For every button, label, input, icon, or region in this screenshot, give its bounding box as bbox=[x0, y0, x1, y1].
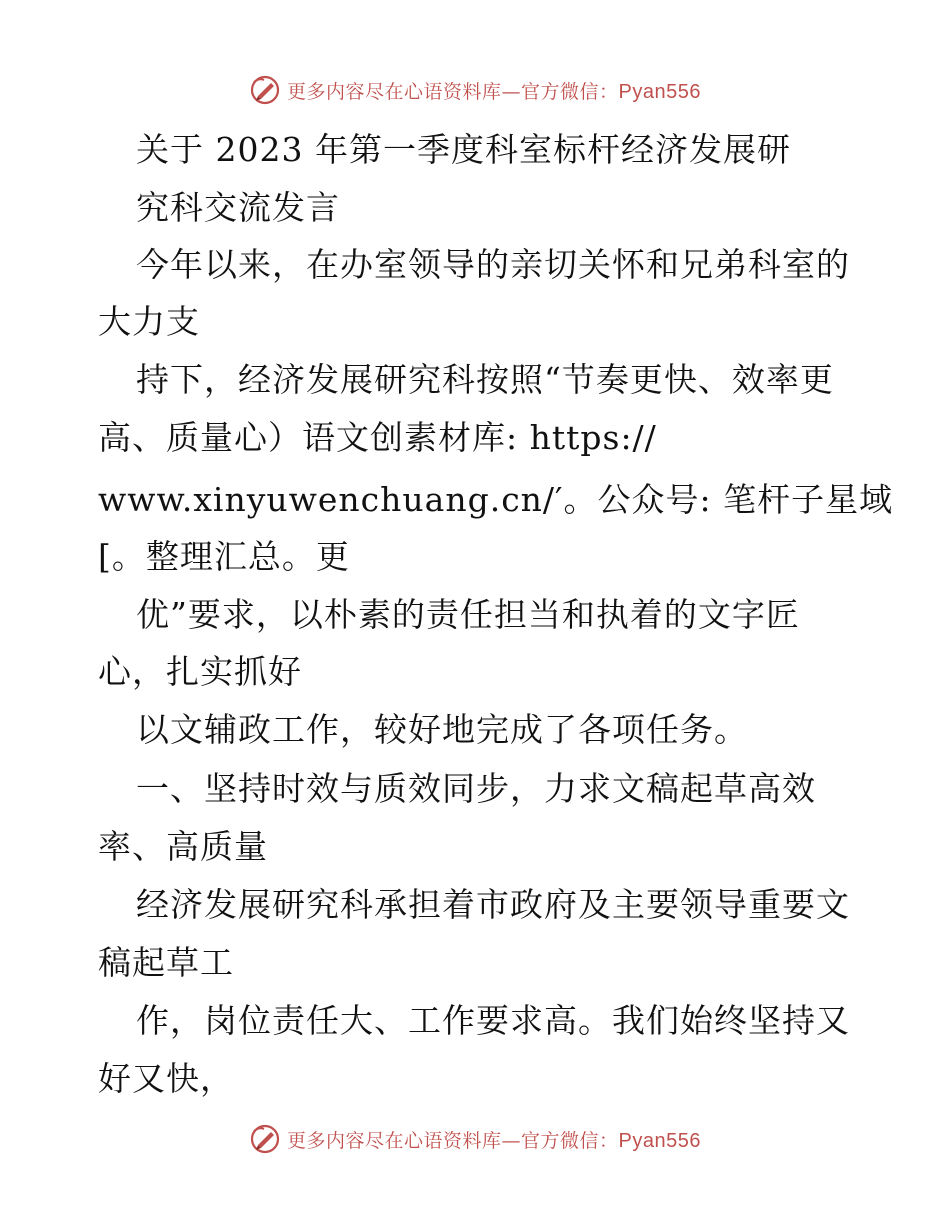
logo-icon bbox=[249, 1123, 281, 1155]
paragraph-line: 持下，经济发展研究科按照“节奏更快、效率更 bbox=[136, 360, 834, 399]
banner-text bbox=[287, 1126, 701, 1153]
paragraph-line: 今年以来，在办室领导的亲切关怀和兄弟科室的 bbox=[136, 245, 850, 284]
section-heading-line: 率、高质量 bbox=[98, 827, 268, 866]
doc-title-line-2: 究科交流发言 bbox=[136, 188, 340, 227]
paragraph-line: 作，岗位责任大、工作要求高。我们始终坚持又 bbox=[136, 1001, 850, 1040]
logo-icon bbox=[249, 74, 281, 106]
footer-banner bbox=[0, 1119, 950, 1159]
header-banner bbox=[0, 70, 950, 110]
doc-title-line-1: 关于 2023 年第一季度科室标杆经济发展研 bbox=[136, 130, 791, 169]
section-heading-line: 一、坚持时效与质效同步，力求文稿起草高效 bbox=[136, 769, 816, 808]
banner-wechat-id: Pyan556 bbox=[618, 80, 701, 103]
paragraph-line: [。整理汇总。更 bbox=[98, 537, 350, 576]
paragraph-line: www.xinyuwenchuang.cn/′。公众号: 笔杆子星域 bbox=[98, 480, 894, 519]
banner-text bbox=[287, 77, 701, 104]
paragraph-line: 经济发展研究科承担着市政府及主要领导重要文 bbox=[136, 885, 850, 924]
paragraph-line: 大力支 bbox=[98, 302, 200, 341]
paragraph-line: 好又快， bbox=[98, 1059, 234, 1098]
banner-cn-text: 更多内容尽在心语资料库—官方微信： bbox=[287, 1129, 619, 1152]
banner-wechat-id: Pyan556 bbox=[618, 1129, 701, 1152]
paragraph-line: 以文辅政工作，较好地完成了各项任务。 bbox=[136, 710, 748, 749]
paragraph-line: 优”要求，以朴素的责任担当和执着的文字匠 bbox=[136, 595, 800, 634]
paragraph-line: 稿起草工 bbox=[98, 943, 234, 982]
banner-cn-text: 更多内容尽在心语资料库—官方微信： bbox=[287, 80, 619, 103]
paragraph-line: 心，扎实抓好 bbox=[98, 652, 302, 691]
paragraph-line: 高、质量心）语文创素材库: https:// bbox=[98, 418, 657, 457]
